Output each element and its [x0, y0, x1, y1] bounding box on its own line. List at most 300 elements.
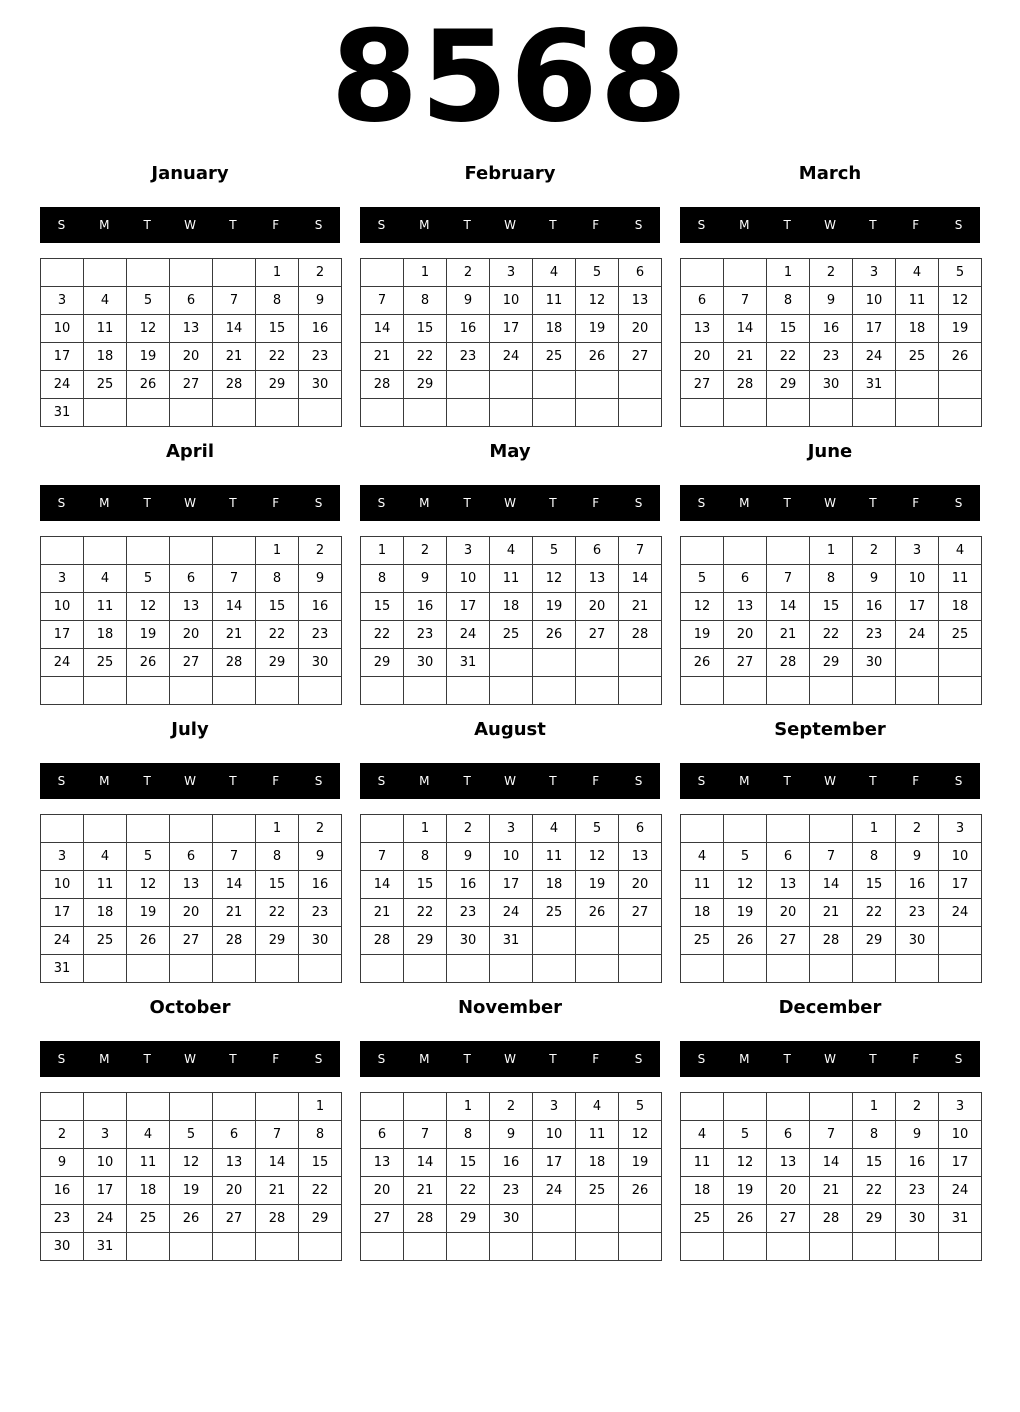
weekday-label: T [229, 496, 237, 510]
week-row [41, 677, 342, 705]
day-cell: 28 [213, 371, 256, 399]
day-cell: 21 [213, 621, 256, 649]
empty-cell [619, 1205, 662, 1233]
day-cell: 11 [939, 565, 982, 593]
day-cell: 12 [724, 871, 767, 899]
day-cell: 28 [213, 649, 256, 677]
day-cell: 18 [127, 1177, 170, 1205]
day-cell: 7 [256, 1121, 299, 1149]
weekday-header [40, 763, 340, 799]
weekday-label: T [869, 1052, 877, 1066]
day-cell: 16 [447, 871, 490, 899]
weekday-label: T [229, 774, 237, 788]
day-cell: 11 [490, 565, 533, 593]
day-cell: 11 [576, 1121, 619, 1149]
day-cell: 5 [576, 815, 619, 843]
week-row [681, 1121, 982, 1149]
weekday-label: T [143, 774, 151, 788]
day-cell: 10 [853, 287, 896, 315]
week-row [41, 315, 342, 343]
weekday-label: T [869, 496, 877, 510]
week-row [361, 1205, 662, 1233]
day-cell: 17 [41, 343, 84, 371]
day-cell: 25 [681, 1205, 724, 1233]
week-row [681, 565, 982, 593]
weekday-label: W [824, 218, 836, 232]
week-row [361, 537, 662, 565]
day-cell: 18 [939, 593, 982, 621]
day-cell: 17 [41, 899, 84, 927]
empty-cell [681, 537, 724, 565]
weekday-label: T [463, 774, 471, 788]
day-cell: 1 [256, 259, 299, 287]
day-cell: 20 [767, 1177, 810, 1205]
day-cell: 7 [213, 287, 256, 315]
day-cell: 27 [724, 649, 767, 677]
empty-cell [576, 1205, 619, 1233]
day-cell: 15 [299, 1149, 342, 1177]
empty-cell [619, 371, 662, 399]
empty-cell [361, 1093, 404, 1121]
day-cell: 3 [853, 259, 896, 287]
empty-cell [576, 371, 619, 399]
day-cell: 1 [810, 537, 853, 565]
day-cell: 11 [681, 871, 724, 899]
weekday-label: W [824, 1052, 836, 1066]
day-cell: 7 [213, 843, 256, 871]
day-cell: 18 [576, 1149, 619, 1177]
day-cell: 30 [299, 927, 342, 955]
day-cell: 2 [490, 1093, 533, 1121]
empty-cell [576, 927, 619, 955]
day-cell: 25 [533, 343, 576, 371]
day-cell: 13 [767, 1149, 810, 1177]
day-cell: 25 [896, 343, 939, 371]
empty-cell [127, 1233, 170, 1261]
weekday-label: T [143, 496, 151, 510]
day-cell: 8 [767, 287, 810, 315]
day-grid [360, 258, 662, 427]
day-cell: 8 [299, 1121, 342, 1149]
day-cell: 12 [127, 871, 170, 899]
empty-cell [576, 399, 619, 427]
empty-cell [896, 371, 939, 399]
empty-cell [619, 1233, 662, 1261]
day-cell: 5 [127, 843, 170, 871]
day-grid [360, 1092, 662, 1261]
empty-cell [490, 1233, 533, 1261]
empty-cell [724, 1233, 767, 1261]
day-cell: 7 [767, 565, 810, 593]
day-cell: 22 [256, 899, 299, 927]
day-cell: 25 [84, 371, 127, 399]
week-row [681, 287, 982, 315]
day-cell: 13 [619, 287, 662, 315]
day-cell: 28 [767, 649, 810, 677]
week-row [361, 1177, 662, 1205]
empty-cell [84, 815, 127, 843]
week-row [41, 1205, 342, 1233]
day-cell: 24 [939, 1177, 982, 1205]
day-cell: 5 [127, 565, 170, 593]
day-cell: 27 [170, 649, 213, 677]
weekday-label: T [783, 218, 791, 232]
day-cell: 4 [84, 565, 127, 593]
day-cell: 22 [256, 343, 299, 371]
weekday-label: S [954, 1052, 963, 1066]
week-row [41, 649, 342, 677]
day-cell: 30 [404, 649, 447, 677]
day-cell: 29 [767, 371, 810, 399]
empty-cell [619, 927, 662, 955]
month-name: October [149, 997, 231, 1018]
week-row [41, 1233, 342, 1261]
day-cell: 25 [84, 927, 127, 955]
weekday-label: T [549, 774, 557, 788]
week-row [41, 343, 342, 371]
day-cell: 30 [490, 1205, 533, 1233]
week-row [361, 871, 662, 899]
day-cell: 17 [533, 1149, 576, 1177]
weekday-label: W [504, 1052, 516, 1066]
day-cell: 9 [404, 565, 447, 593]
weekday-label: T [783, 774, 791, 788]
weekday-label: W [504, 774, 516, 788]
day-cell: 18 [533, 315, 576, 343]
day-cell: 23 [896, 1177, 939, 1205]
weekday-label: S [697, 218, 706, 232]
weekday-label: F [272, 496, 280, 510]
weekday-label: W [504, 218, 516, 232]
week-row [681, 315, 982, 343]
empty-cell [127, 259, 170, 287]
week-row [681, 343, 982, 371]
day-cell: 14 [810, 871, 853, 899]
weekday-label: T [783, 496, 791, 510]
day-cell: 3 [939, 815, 982, 843]
day-cell: 9 [896, 1121, 939, 1149]
empty-cell [896, 399, 939, 427]
empty-cell [170, 399, 213, 427]
empty-cell [41, 537, 84, 565]
empty-cell [681, 955, 724, 983]
empty-cell [939, 677, 982, 705]
day-cell: 20 [170, 343, 213, 371]
weekday-header [40, 1041, 340, 1077]
weekday-label: S [57, 774, 66, 788]
month-name: June [807, 441, 853, 462]
empty-cell [170, 677, 213, 705]
empty-cell [213, 399, 256, 427]
day-cell: 5 [127, 287, 170, 315]
day-cell: 27 [619, 343, 662, 371]
day-cell: 11 [84, 871, 127, 899]
day-cell: 31 [447, 649, 490, 677]
day-cell: 31 [490, 927, 533, 955]
day-cell: 26 [576, 343, 619, 371]
month-name: May [489, 441, 531, 462]
day-cell: 25 [84, 649, 127, 677]
week-row [681, 1177, 982, 1205]
weekday-label: T [549, 1052, 557, 1066]
day-cell: 17 [939, 871, 982, 899]
day-cell: 20 [767, 899, 810, 927]
week-row [681, 371, 982, 399]
empty-cell [84, 399, 127, 427]
day-cell: 22 [256, 621, 299, 649]
empty-cell [490, 371, 533, 399]
day-cell: 6 [619, 259, 662, 287]
day-cell: 27 [361, 1205, 404, 1233]
empty-cell [41, 815, 84, 843]
day-cell: 9 [299, 843, 342, 871]
day-cell: 12 [170, 1149, 213, 1177]
day-cell: 2 [41, 1121, 84, 1149]
week-row [41, 1121, 342, 1149]
day-cell: 3 [447, 537, 490, 565]
empty-cell [681, 399, 724, 427]
empty-cell [127, 677, 170, 705]
day-cell: 17 [447, 593, 490, 621]
month-name: September [774, 719, 886, 740]
empty-cell [84, 537, 127, 565]
weekday-label: M [99, 218, 110, 232]
day-cell: 19 [533, 593, 576, 621]
day-cell: 21 [724, 343, 767, 371]
empty-cell [490, 399, 533, 427]
empty-cell [213, 815, 256, 843]
day-cell: 20 [724, 621, 767, 649]
empty-cell [724, 399, 767, 427]
day-cell: 1 [767, 259, 810, 287]
empty-cell [810, 1233, 853, 1261]
day-cell: 6 [170, 565, 213, 593]
day-cell: 19 [127, 621, 170, 649]
day-cell: 6 [767, 1121, 810, 1149]
day-cell: 15 [767, 315, 810, 343]
day-grid [680, 1092, 982, 1261]
empty-cell [213, 1093, 256, 1121]
day-cell: 11 [84, 315, 127, 343]
weekday-label: F [272, 1052, 280, 1066]
week-row [361, 621, 662, 649]
weekday-label: S [697, 1052, 706, 1066]
empty-cell [127, 955, 170, 983]
week-row [361, 843, 662, 871]
day-cell: 22 [810, 621, 853, 649]
day-cell: 19 [127, 899, 170, 927]
day-cell: 1 [256, 815, 299, 843]
day-cell: 20 [681, 343, 724, 371]
weekday-label: M [739, 496, 750, 510]
weekday-label: M [419, 496, 430, 510]
day-cell: 2 [299, 259, 342, 287]
day-cell: 2 [810, 259, 853, 287]
day-cell: 25 [533, 899, 576, 927]
week-row [361, 287, 662, 315]
empty-cell [447, 1233, 490, 1261]
day-cell: 13 [170, 871, 213, 899]
day-cell: 29 [256, 927, 299, 955]
day-cell: 14 [213, 315, 256, 343]
month-name: July [171, 719, 209, 740]
week-row [41, 593, 342, 621]
weekday-label: T [549, 496, 557, 510]
weekday-label: T [229, 218, 237, 232]
empty-cell [681, 259, 724, 287]
day-cell: 5 [724, 843, 767, 871]
weekday-label: T [143, 1052, 151, 1066]
day-cell: 4 [533, 815, 576, 843]
week-row [361, 343, 662, 371]
empty-cell [41, 1093, 84, 1121]
day-cell: 5 [576, 259, 619, 287]
weekday-label: F [912, 774, 920, 788]
empty-cell [681, 1233, 724, 1261]
empty-cell [681, 815, 724, 843]
day-cell: 3 [490, 815, 533, 843]
day-cell: 17 [896, 593, 939, 621]
day-cell: 27 [619, 899, 662, 927]
day-cell: 5 [533, 537, 576, 565]
empty-cell [767, 399, 810, 427]
weekday-label: S [314, 496, 323, 510]
day-cell: 13 [576, 565, 619, 593]
day-cell: 28 [361, 371, 404, 399]
month-name: August [474, 719, 546, 740]
empty-cell [256, 399, 299, 427]
day-cell: 1 [361, 537, 404, 565]
day-cell: 13 [361, 1149, 404, 1177]
day-cell: 28 [619, 621, 662, 649]
empty-cell [619, 677, 662, 705]
empty-cell [447, 399, 490, 427]
empty-cell [896, 649, 939, 677]
week-row [681, 815, 982, 843]
empty-cell [810, 399, 853, 427]
day-cell: 7 [361, 287, 404, 315]
week-row [361, 1149, 662, 1177]
day-cell: 17 [490, 871, 533, 899]
day-cell: 14 [213, 871, 256, 899]
day-cell: 17 [490, 315, 533, 343]
day-cell: 10 [490, 843, 533, 871]
day-cell: 23 [447, 899, 490, 927]
day-cell: 6 [170, 843, 213, 871]
day-cell: 8 [256, 565, 299, 593]
day-cell: 26 [127, 649, 170, 677]
day-cell: 26 [724, 927, 767, 955]
day-cell: 30 [299, 371, 342, 399]
week-row [681, 593, 982, 621]
week-row [361, 371, 662, 399]
weekday-label: W [184, 774, 196, 788]
day-cell: 20 [576, 593, 619, 621]
day-cell: 18 [533, 871, 576, 899]
day-cell: 2 [299, 537, 342, 565]
week-row [41, 537, 342, 565]
weekday-label: T [143, 218, 151, 232]
day-cell: 19 [576, 871, 619, 899]
empty-cell [361, 1233, 404, 1261]
day-cell: 12 [127, 315, 170, 343]
day-cell: 7 [361, 843, 404, 871]
weekday-label: F [272, 774, 280, 788]
empty-cell [213, 537, 256, 565]
day-cell: 24 [447, 621, 490, 649]
empty-cell [84, 259, 127, 287]
empty-cell [84, 1093, 127, 1121]
day-cell: 10 [41, 593, 84, 621]
weekday-label: F [592, 774, 600, 788]
empty-cell [213, 955, 256, 983]
empty-cell [170, 1093, 213, 1121]
week-row [361, 815, 662, 843]
week-row [361, 565, 662, 593]
day-cell: 20 [619, 871, 662, 899]
day-cell: 25 [127, 1205, 170, 1233]
weekday-label: F [272, 218, 280, 232]
empty-cell [724, 259, 767, 287]
day-cell: 21 [810, 899, 853, 927]
day-cell: 31 [41, 955, 84, 983]
weekday-label: S [377, 218, 386, 232]
day-cell: 20 [619, 315, 662, 343]
day-cell: 10 [896, 565, 939, 593]
day-cell: 3 [41, 287, 84, 315]
day-cell: 9 [41, 1149, 84, 1177]
weekday-label: M [739, 1052, 750, 1066]
day-cell: 15 [361, 593, 404, 621]
empty-cell [767, 677, 810, 705]
weekday-label: M [99, 496, 110, 510]
day-cell: 26 [724, 1205, 767, 1233]
day-cell: 15 [810, 593, 853, 621]
empty-cell [299, 677, 342, 705]
day-cell: 4 [127, 1121, 170, 1149]
day-cell: 24 [896, 621, 939, 649]
day-cell: 19 [681, 621, 724, 649]
day-cell: 26 [533, 621, 576, 649]
day-cell: 4 [681, 843, 724, 871]
day-cell: 6 [681, 287, 724, 315]
day-cell: 10 [447, 565, 490, 593]
day-cell: 23 [299, 621, 342, 649]
empty-cell [447, 677, 490, 705]
weekday-label: S [314, 774, 323, 788]
day-cell: 27 [767, 927, 810, 955]
day-cell: 16 [299, 871, 342, 899]
day-cell: 17 [939, 1149, 982, 1177]
month-name: March [798, 163, 862, 184]
week-row [681, 1233, 982, 1261]
day-cell: 19 [576, 315, 619, 343]
day-cell: 12 [724, 1149, 767, 1177]
month-name: April [165, 441, 215, 462]
day-cell: 20 [213, 1177, 256, 1205]
day-cell: 29 [404, 927, 447, 955]
day-cell: 23 [853, 621, 896, 649]
week-row [41, 1149, 342, 1177]
week-row [41, 843, 342, 871]
weekday-header [680, 1041, 980, 1077]
empty-cell [533, 649, 576, 677]
day-cell: 23 [896, 899, 939, 927]
day-cell: 12 [576, 843, 619, 871]
day-cell: 21 [767, 621, 810, 649]
empty-cell [724, 537, 767, 565]
day-cell: 15 [256, 315, 299, 343]
